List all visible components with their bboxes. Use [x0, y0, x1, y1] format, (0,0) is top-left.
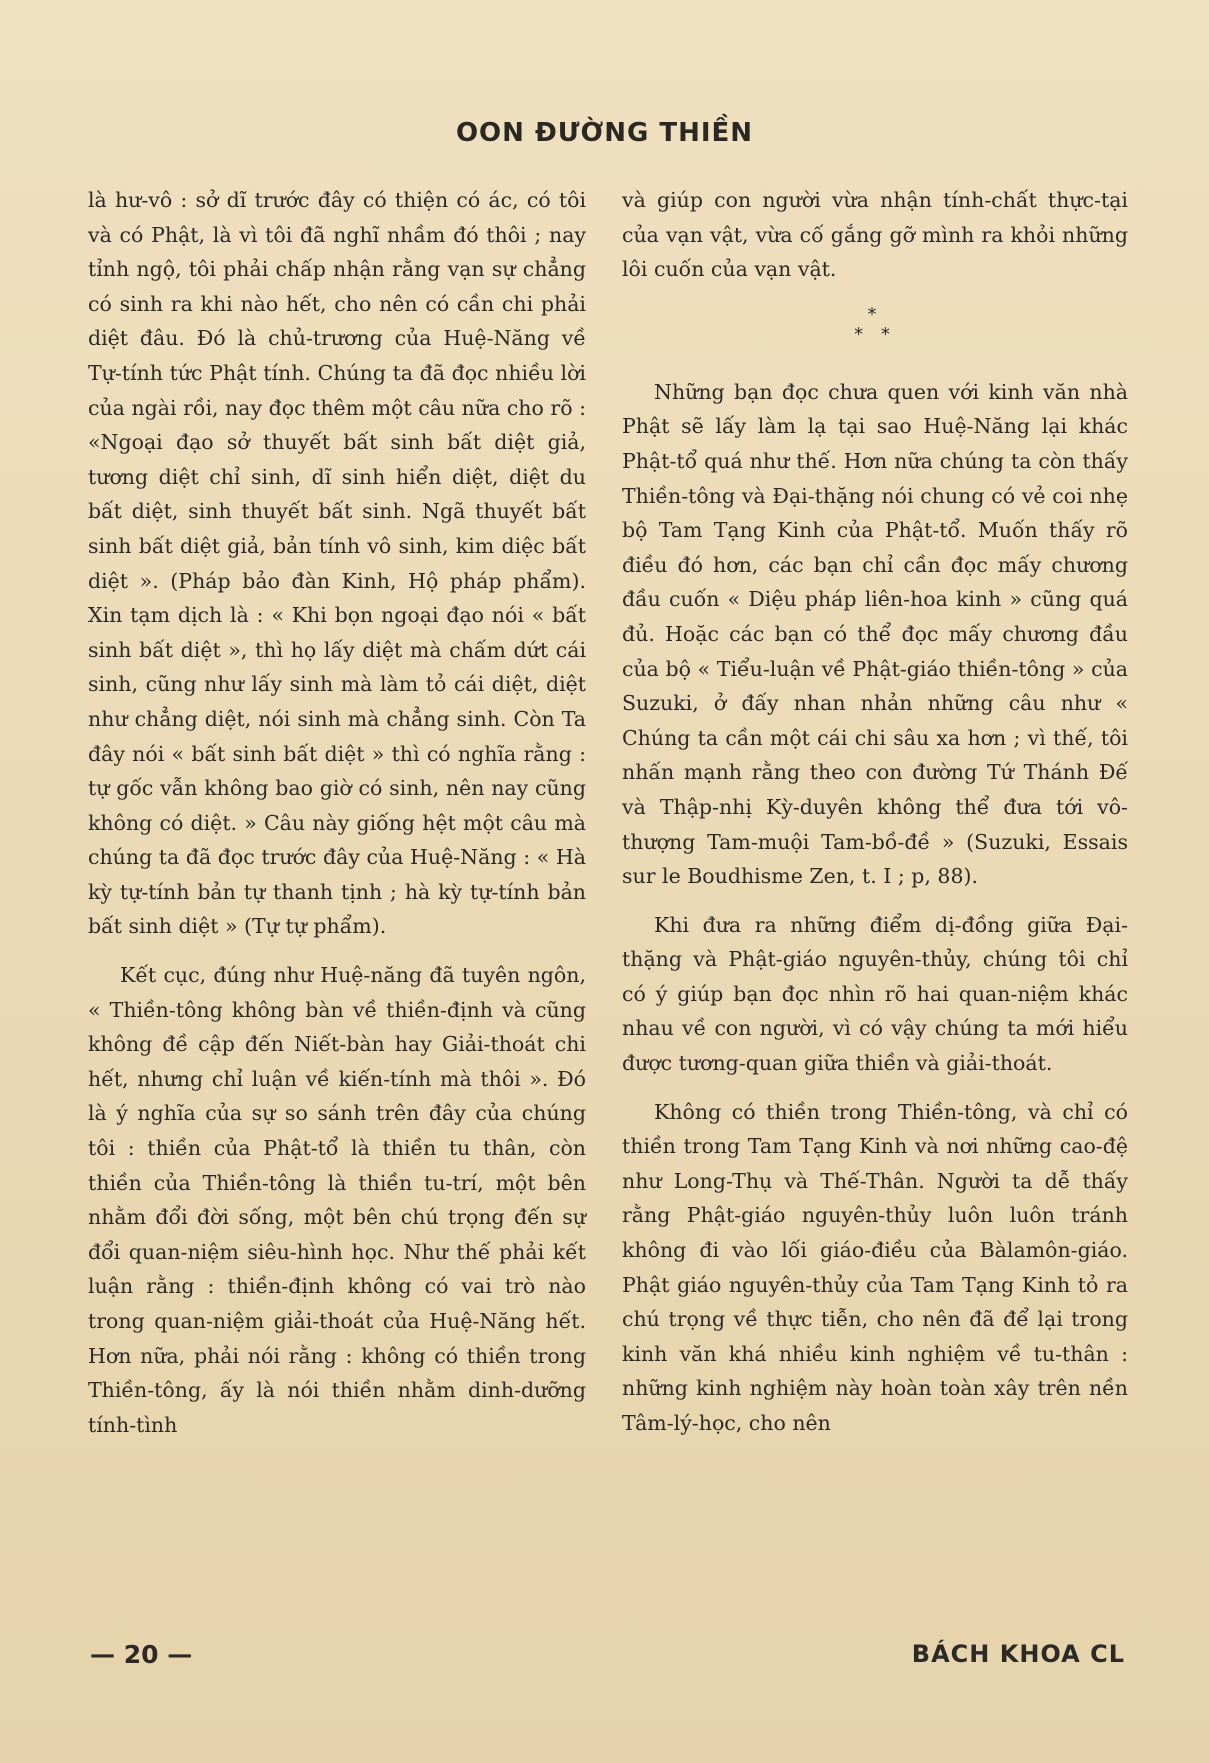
asterism-top: * [867, 303, 883, 325]
left-column [88, 183, 586, 1442]
paragraph: là hư-vô : sở dĩ trước đây có thiện có ác, có tôi và có Phật, là vì tôi đã nghĩ nhầm đó thôi ; nay tỉnh ngộ, tôi phải chấp nhận rằng vạn sự chẳng có sinh ra khi nào hết, cho nên có cần chi phải diệt đâu. Đó là chủ-trương của Huệ-Năng về Tự-tính tức Phật tính. Chúng ta đã đọc nhiều lời của ngài rồi, nay đọc thêm một câu nữa cho rõ : «Ngoại đạo sở thuyết bất sinh bất diệt giả, tương diệt chỉ sinh, dĩ sinh hiển diệt, diệt du bất diệt, sinh thuyết bất sinh. Ngã thuyết bất sinh bất diệt giả, bản tính vô sinh, kim diệc bất diệt ». (Pháp bảo đàn Kinh, Hộ pháp phẩm). Xin tạm dịch là : « Khi bọn ngoại đạo nói « bất sinh bất diệt », thì họ lấy diệt mà chấm dứt cái sinh, cũng như lấy sinh mà làm tỏ cái diệt, diệt như chẳng diệt, nói sinh mà chẳng sinh. Còn Ta đây nói « bất sinh bất diệt » thì có nghĩa rằng : tự gốc vẫn không bao giờ có sinh, nên nay cũng không có diệt. » Câu này giống hệt một câu mà chúng ta đã đọc trước đây của Huệ-Năng : « Hà kỳ tự-tính bản tự thanh tịnh ; hà kỳ tự-tính bản bất sinh diệt » (Tự tự phẩm). [88, 188, 586, 939]
paragraph: Những bạn đọc chưa quen với kinh văn nhà Phật sẽ lấy làm lạ tại sao Huệ-Năng lại khác Phật-tổ quá như thế. Hơn nữa chúng ta còn thấy Thiền-tông và Đại-thặng nói chung có vẻ coi nhẹ bộ Tam Tạng Kinh của Phật-tổ. Muốn thấy rõ điều đó hơn, các bạn chỉ cần đọc mấy chương đầu cuốn « Diệu pháp liên-hoa kinh » cũng quá đủ. Hoặc các bạn có thể đọc mấy chương đầu của bộ « Tiểu-luận về Phật-giáo thiền-tông » của Suzuki, ở đấy nhan nhản những câu như « Chúng ta cần một cái chi sâu xa hơn ; vì thế, tôi nhấn mạnh rằng theo con đường Tứ Thánh Đế và Thập-nhị Kỳ-duyên không thể đưa tới vô-thượng Tam-muội Tam-bồ-đề » (Suzuki, Essais sur le Boudhisme Zen, t. I ; p, 88). [622, 379, 1128, 889]
paragraph: Khi đưa ra những điểm dị-đồng giữa Đại-thặng và Phật-giáo nguyên-thủy, chúng tôi chỉ có ý giúp bạn đọc nhìn rõ hai quan-niệm khác nhau về con người, vì có vậy chúng ta mới hiểu được tương-quan giữa thiền và giải-thoát. [622, 912, 1128, 1076]
paragraph: Kết cục, đúng như Huệ-năng đã tuyên ngôn, « Thiền-tông không bàn về thiền-định và cũng không đề cập đến Niết-bàn hay Giải-thoát chi hết, nhưng chỉ luận về kiến-tính mà thôi ». Đó là ý nghĩa của sự so sánh trên đây của chúng tôi : thiền của Phật-tổ là thiền tu thân, còn thiền của Thiền-tông là thiền tu-trí, một bên nhằm đổi đời sống, một bên chú trọng đến sự đổi quan-niệm siêu-hình học. Như thế phải kết luận rằng : thiền-định không có vai trò nào trong quan-niệm giải-thoát của Huệ-Năng hết. Hơn nữa, phải nói rằng : không có thiền trong Thiền-tông, ấy là nói thiền nhằm dinh-dưỡng tính-tình [88, 963, 586, 1437]
right-column [622, 183, 1128, 1441]
paragraph: và giúp con người vừa nhận tính-chất thực-tại của vạn vật, vừa cố gắng gỡ mình ra khỏi những lôi cuốn của vạn vật. [622, 188, 1128, 282]
running-head: OON ĐƯỜNG THIỀN [455, 118, 754, 148]
asterism-bottom: * * [854, 323, 896, 345]
paragraph: Không có thiền trong Thiền-tông, và chỉ có thiền trong Tam Tạng Kinh và nơi những cao-đệ như Long-Thụ và Thế-Thân. Người ta dễ thấy rằng Phật-giáo nguyên-thủy luôn luôn tránh không đi vào lối giáo-điều của Bàlamôn-giáo. Phật giáo nguyên-thủy của Tam Tạng Kinh tỏ ra chú trọng về thực tiễn, cho nên đã để lại trong kinh văn khá nhiều kinh nghiệm về tu-thân : những kinh nghiệm này hoàn toàn xây trên nền Tâm-lý-học, cho nên [622, 1099, 1128, 1435]
section-break-asterisks [622, 305, 1128, 345]
page-number: — 20 — [90, 1640, 193, 1669]
magazine-name: BÁCH KHOA CL [911, 1640, 1125, 1668]
